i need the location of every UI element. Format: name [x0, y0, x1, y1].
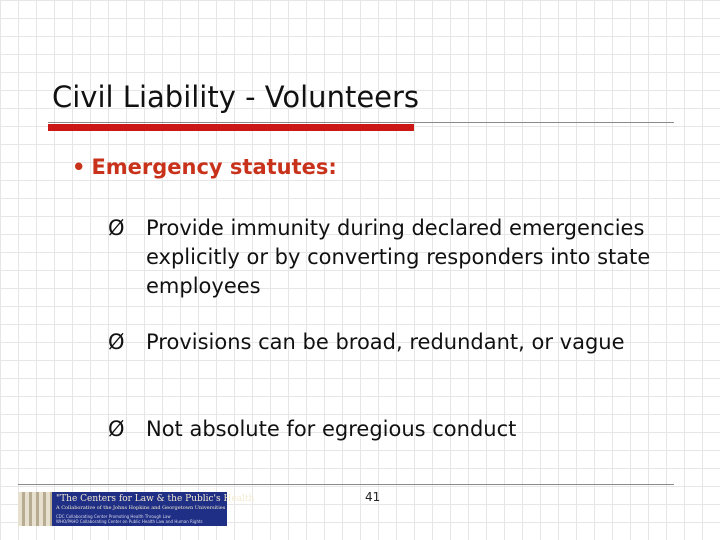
main-bullet — [72, 155, 337, 179]
arrow-bullet-icon: Ø — [108, 417, 125, 441]
sub-bullet-text: Provide immunity during declared emergencies explicitly or by converting responders into state employees — [146, 216, 651, 298]
slide-title: Civil Liability - Volunteers — [52, 80, 420, 114]
bullet-dot-icon: • — [72, 155, 86, 179]
sub-bullet-item — [108, 214, 668, 301]
sub-bullet-text: Provisions can be broad, redundant, or vague — [146, 330, 625, 354]
logo-caption: WHO/PAHO Collaborating Center on Public Health Law and Human Rights — [56, 519, 203, 524]
title-accent-bar — [48, 124, 414, 131]
footer-divider — [18, 484, 674, 485]
columns-icon — [18, 492, 52, 526]
logo-subtitle: A Collaborative of the Johns Hopkins and Georgetown Universities — [56, 505, 226, 511]
page-number: 41 — [365, 490, 381, 504]
logo-caption: CDC Collaborating Center Promoting Health Through Law — [56, 514, 171, 519]
sub-bullet-item — [108, 328, 668, 357]
sub-bullet-text: Not absolute for egregious conduct — [146, 417, 517, 441]
title-divider — [48, 122, 674, 123]
arrow-bullet-icon: Ø — [108, 330, 125, 354]
logo-title: "The Centers for Law & the Public's Health — [56, 494, 255, 504]
arrow-bullet-icon: Ø — [108, 216, 125, 240]
main-bullet-text: Emergency statutes: — [91, 155, 337, 179]
sub-bullet-item — [108, 415, 668, 444]
organization-logo — [18, 492, 255, 526]
